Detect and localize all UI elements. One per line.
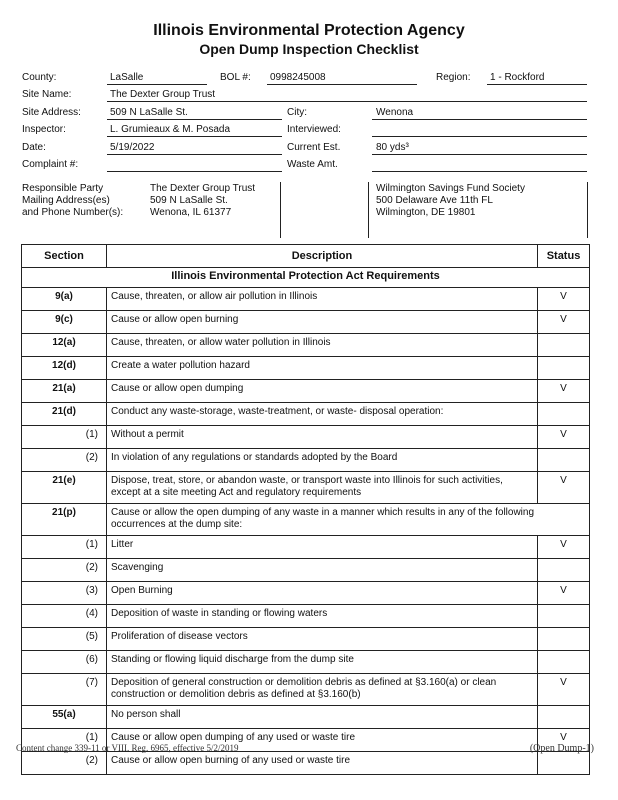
- status-cell: [538, 334, 590, 357]
- table-row: [22, 357, 590, 380]
- status-header: Status: [538, 245, 590, 268]
- description-cell: Conduct any waste-storage, waste-treatment, or waste- disposal operation:: [107, 403, 538, 426]
- description-cell: Scavenging: [107, 559, 538, 582]
- section-cell: 21(d): [22, 403, 107, 426]
- agency-title: Illinois Environmental Protection Agency: [153, 22, 465, 39]
- requirements-band-label: Illinois Environmental Protection Act Requirements: [22, 268, 590, 288]
- table-row: [22, 605, 590, 628]
- city-value: Wenona: [376, 107, 414, 118]
- footer-page-label: (Open Dump-1): [529, 743, 594, 754]
- description-cell: Without a permit: [107, 426, 538, 449]
- description-cell: Cause or allow open dumping: [107, 380, 538, 403]
- description-header: Description: [107, 245, 538, 268]
- inspector-label: Inspector:: [22, 124, 66, 135]
- inspector-value: L. Grumieaux & M. Posada: [110, 124, 231, 135]
- table-row: [22, 288, 590, 311]
- table-row: [22, 449, 590, 472]
- table-row: [22, 706, 590, 729]
- section-cell: 21(a): [22, 380, 107, 403]
- table-row: [22, 380, 590, 403]
- date-label: Date:: [22, 142, 46, 153]
- description-cell: Cause or allow open dumping of any used or waste tire: [107, 729, 538, 752]
- county-label: County:: [22, 72, 57, 83]
- subsection-cell: (5): [22, 628, 107, 651]
- subsection-cell: (3): [22, 582, 107, 605]
- status-cell: V: [538, 426, 590, 449]
- checklist-title: Open Dump Inspection Checklist: [199, 41, 419, 57]
- table-row: [22, 582, 590, 605]
- site-name-label: Site Name:: [22, 89, 72, 100]
- description-cell: No person shall: [107, 706, 538, 729]
- status-cell: [538, 651, 590, 674]
- status-cell: V: [538, 729, 590, 752]
- status-cell: V: [538, 288, 590, 311]
- description-cell: Cause or allow open burning: [107, 311, 538, 334]
- description-cell: Standing or flowing liquid discharge from the dump site: [107, 651, 538, 674]
- section-cell: 12(a): [22, 334, 107, 357]
- status-cell: [538, 706, 590, 729]
- interviewed-label: Interviewed:: [287, 124, 341, 135]
- status-cell: [538, 559, 590, 582]
- bol-label: BOL #:: [220, 72, 251, 83]
- section-cell: 55(a): [22, 706, 107, 729]
- subsection-cell: (2): [22, 752, 107, 775]
- description-cell: In violation of any regulations or standards adopted by the Board: [107, 449, 538, 472]
- responsible-party-secondary: Wilmington Savings Fund Society 500 Delaware Ave 11th FL Wilmington, DE 19801: [376, 183, 525, 218]
- table-row: [22, 559, 590, 582]
- city-label: City:: [287, 107, 307, 118]
- section-cell: 9(a): [22, 288, 107, 311]
- status-cell: V: [538, 674, 590, 706]
- subsection-cell: (1): [22, 536, 107, 559]
- subsection-cell: (4): [22, 605, 107, 628]
- subsection-cell: (6): [22, 651, 107, 674]
- footer-note: Content change 339-11 or VIII. Reg. 6965, effective 5/2/2019: [16, 743, 239, 753]
- table-header-row: [22, 245, 590, 268]
- responsible-party-label: Responsible Party Mailing Address(es) and Phone Number(s):: [22, 183, 124, 218]
- subsection-cell: (1): [22, 426, 107, 449]
- site-name-value: The Dexter Group Trust: [110, 89, 216, 100]
- description-cell: Proliferation of disease vectors: [107, 628, 538, 651]
- subsection-cell: (7): [22, 674, 107, 706]
- requirements-band: [22, 268, 590, 288]
- responsible-party-primary: The Dexter Group Trust 509 N LaSalle St. Wenona, IL 61377: [150, 183, 256, 218]
- status-cell: [538, 449, 590, 472]
- status-cell: [538, 403, 590, 426]
- site-address-value: 509 N LaSalle St.: [110, 107, 188, 118]
- table-row: [22, 426, 590, 449]
- table-row: [22, 651, 590, 674]
- description-cell: Deposition of waste in standing or flowing waters: [107, 605, 538, 628]
- description-cell: Cause, threaten, or allow water pollution in Illinois: [107, 334, 538, 357]
- status-cell: V: [538, 536, 590, 559]
- subsection-cell: (2): [22, 449, 107, 472]
- site-address-label: Site Address:: [22, 107, 81, 118]
- description-cell: Create a water pollution hazard: [107, 357, 538, 380]
- table-row: [22, 628, 590, 651]
- table-row: [22, 311, 590, 334]
- table-row: [22, 334, 590, 357]
- status-cell: V: [538, 311, 590, 334]
- party-divider: [280, 182, 281, 238]
- description-cell: Dispose, treat, store, or abandon waste, or transport waste into Illinois for such activities, except at a site meeting Act and regulatory requirements: [107, 472, 538, 504]
- status-cell: [538, 628, 590, 651]
- section-header: Section: [22, 245, 107, 268]
- status-cell: V: [538, 380, 590, 403]
- status-cell: [538, 605, 590, 628]
- region-label: Region:: [436, 72, 471, 83]
- description-cell: Cause or allow the open dumping of any waste in a manner which results in any of the following occurrences at the dump site:: [107, 504, 590, 536]
- date-value: 5/19/2022: [110, 142, 155, 153]
- section-cell: 9(c): [22, 311, 107, 334]
- status-cell: [538, 357, 590, 380]
- table-row: [22, 504, 590, 536]
- bol-value: 0998245008: [270, 72, 326, 83]
- current-est-value: 80 yds³: [376, 142, 409, 153]
- description-cell: Litter: [107, 536, 538, 559]
- subsection-cell: (2): [22, 559, 107, 582]
- waste-amt-label: Waste Amt.: [287, 159, 338, 170]
- status-cell: V: [538, 472, 590, 504]
- section-cell: 21(p): [22, 504, 107, 536]
- description-cell: Cause or allow open burning of any used or waste tire: [107, 752, 538, 775]
- table-row: [22, 472, 590, 504]
- status-cell: V: [538, 582, 590, 605]
- description-cell: Cause, threaten, or allow air pollution in Illinois: [107, 288, 538, 311]
- county-value: LaSalle: [110, 72, 144, 83]
- subsection-cell: (1): [22, 729, 107, 752]
- section-cell: 21(e): [22, 472, 107, 504]
- section-cell: 12(d): [22, 357, 107, 380]
- region-value: 1 - Rockford: [490, 72, 545, 83]
- status-cell: [538, 752, 590, 775]
- complaint-label: Complaint #:: [22, 159, 79, 170]
- description-cell: Open Burning: [107, 582, 538, 605]
- table-row: [22, 752, 590, 775]
- table-row: [22, 403, 590, 426]
- requirements-table: [21, 244, 590, 775]
- table-row: [22, 674, 590, 706]
- current-est-label: Current Est.: [287, 142, 341, 153]
- table-row: [22, 536, 590, 559]
- description-cell: Deposition of general construction or demolition debris as defined at §3.160(a) or clean construction or demolition debris as defined at §3.160(b): [107, 674, 538, 706]
